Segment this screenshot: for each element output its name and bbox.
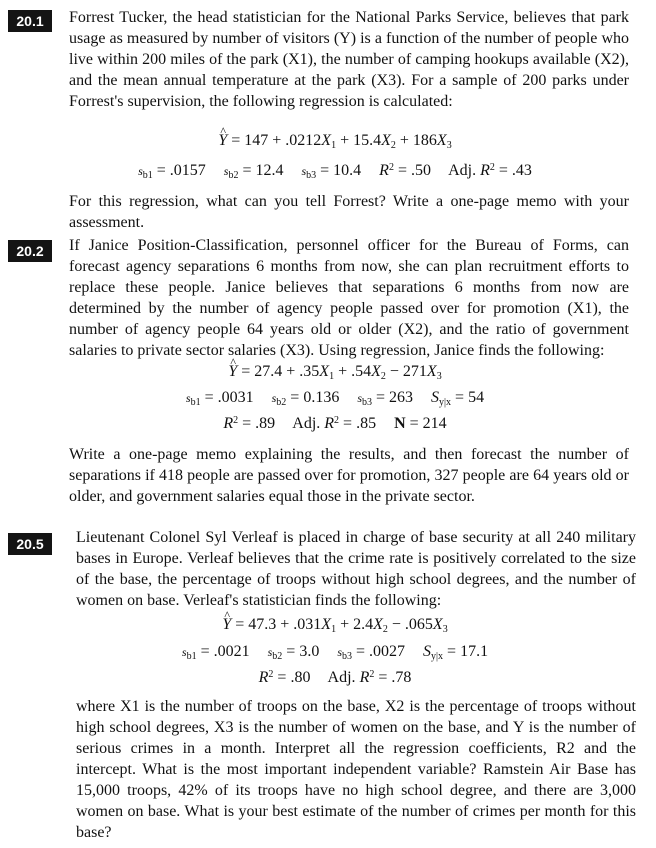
problem-number-badge: 20.1 <box>8 10 52 32</box>
regression-statistics: $s_{b1} = .0157$ $s_{b2} = 12.4$ $s_{b3} = 10.4$ $R^2 = .50$ Adj. $R^2 = .43$ <box>138 162 532 181</box>
regression-equation: ^ $Y = 27.4 + .35X_1 + .54X_2 - 271X_3$ <box>40 361 630 382</box>
regression-statistics: $s_{b1} = .0031$ $s_{b2} = 0.136$ $s_{b3} = 263$ $S_{y|x} = 54$ <box>185 389 485 408</box>
problem-paragraph: Forrest Tucker, the head statistician for the National Parks Service, believes that park usage as measured by number of visitors (Y) is a function of the number of people who live within 200 miles of the park (X1), the number of camping hookups available (X2), and the mean annual temperature at the park (X3). For a sample of 200 parks under Forrest's supervision, the following regression is calculated: <box>69 9 629 110</box>
problem-question: Write a one-page memo explaining the results, and then forecast the number of separations if 418 people are passed over for promotion, 327 people are 64 years old or older, and government salaries equal those in the private sector. <box>69 446 629 505</box>
regression-statistics: $s_{b1} = .0021$ $s_{b2} = 3.0$ $s_{b3} = .0027$ $S_{y|x} = 17.1$ <box>181 643 489 662</box>
problem-question: For this regression, what can you tell Forrest? Write a one-page memo with your assessment. <box>69 193 629 231</box>
problem-question: where X1 is the number of troops on the base, X2 is the percentage of troops without high school degrees, X3 is the number of women on the base, and Y is the number of serious crimes in a month. Interpret all the regression coefficients, R2 and the intercept. What is the most important independent variable? Ramstein Air Base has 15,000 troops, 42% of its troops have no high school degree, and there are 3,000 women on base. What is your best estimate of the number of crimes per month for this base? <box>76 698 636 841</box>
regression-equation: ^ $Y = 47.3 + .031X_1 + 2.4X_2 - .065X_3$ <box>40 614 630 635</box>
regression-fit: $R^2 = .89$ Adj. $R^2 = .85$ N = 214 <box>223 415 447 432</box>
problem-paragraph: Lieutenant Colonel Syl Verleaf is placed in charge of base security at all 240 military bases in Europe. Verleaf believes that the crime rate is positively correlated to the size of the base, the percentage of troops without high school degrees, and the number of women on base. Verleaf's statistician finds the following: <box>76 529 636 609</box>
problem-paragraph: If Janice Position-Classification, personnel officer for the Bureau of Forms, can forecast agency separations 6 months from now, she can plan recruitment efforts to replace these people. Janice believes that separations 6 months from now are determined by the number of agency people passed over for promotion (X1), the number of agency people 64 years old or older (X2), and the ratio of government salaries to private sector salaries (X3). Using regression, Janice finds the following: <box>69 237 629 359</box>
regression-fit: $R^2 = .80$ Adj. $R^2 = .78$ <box>258 669 412 686</box>
problem-number-badge: 20.5 <box>8 533 52 555</box>
regression-equation: ^ $Y = 147 + .0212X_1 + 15.4X_2 + 186X_3$ <box>40 130 630 151</box>
problem-number-badge: 20.2 <box>8 240 52 262</box>
